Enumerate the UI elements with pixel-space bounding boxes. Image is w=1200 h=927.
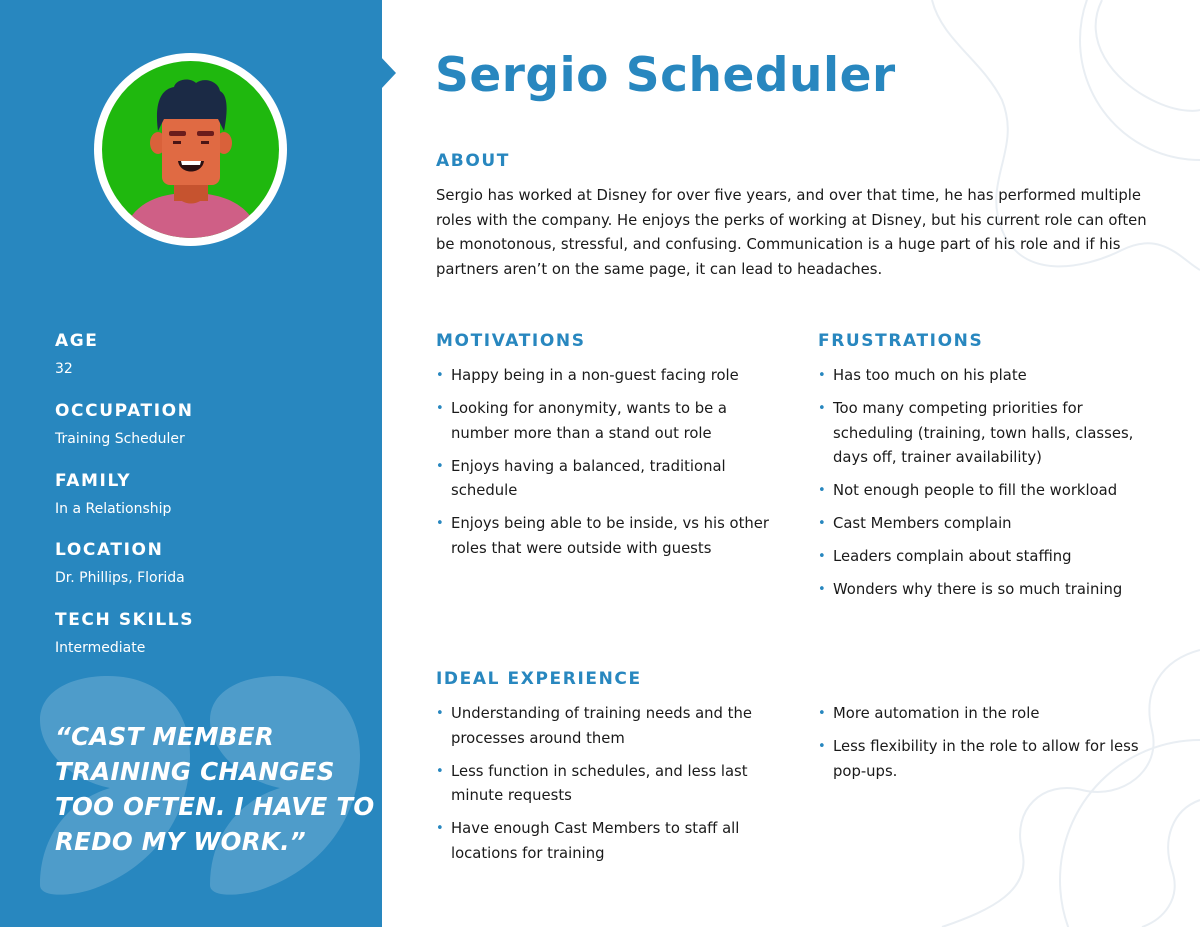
attribute-value: Intermediate — [55, 640, 146, 656]
attribute-value: Training Scheduler — [55, 431, 185, 447]
list-item: • Wonders why there is so much training — [818, 578, 1158, 603]
list-item: • Has too much on his plate — [818, 364, 1158, 389]
avatar — [94, 53, 287, 246]
persona-name: Sergio Scheduler — [435, 48, 896, 103]
attribute-label: LOCATION — [55, 540, 164, 560]
frustrations-heading: FRUSTRATIONS — [818, 331, 984, 351]
list-item: • More automation in the role — [818, 702, 1148, 727]
list-item: • Leaders complain about staffing — [818, 545, 1158, 570]
sidebar — [0, 0, 382, 927]
ideal-experience-list-left — [436, 702, 788, 875]
about-heading: ABOUT — [436, 151, 510, 171]
list-item: • Enjoys having a balanced, traditional schedule — [436, 455, 788, 504]
attribute-family — [55, 471, 171, 517]
motivations-heading: MOTIVATIONS — [436, 331, 586, 351]
attribute-label: AGE — [55, 331, 99, 351]
list-item: • Looking for anonymity, wants to be a number more than a stand out role — [436, 397, 788, 446]
persona-quote: “CAST MEMBER TRAINING CHANGES TOO OFTEN. I HAVE TO REDO MY WORK.” — [55, 722, 375, 856]
about-text: Sergio has worked at Disney for over five years, and over that time, he has performed multiple roles with the company. He enjoys the perks of working at Disney, but his current role can often be monotonous, stressful, and confusing. Communication is a huge part of his role and if his partners aren’t on the same page, it can lead to headaches. — [436, 187, 1147, 278]
attribute-value: 32 — [55, 361, 73, 377]
attribute-occupation — [55, 401, 194, 447]
attribute-age — [55, 331, 99, 377]
frustrations-list — [818, 364, 1158, 611]
list-item: • Not enough people to fill the workload — [818, 479, 1158, 504]
list-item: • Less function in schedules, and less last minute requests — [436, 760, 788, 809]
ideal-experience-list-right — [818, 702, 1148, 793]
attribute-label: TECH SKILLS — [55, 610, 195, 630]
ideal-experience-heading: IDEAL EXPERIENCE — [436, 669, 642, 689]
list-item: • Have enough Cast Members to staff all locations for training — [436, 817, 788, 866]
motivations-list — [436, 364, 788, 570]
list-item: • Understanding of training needs and the processes around them — [436, 702, 788, 751]
attribute-value: Dr. Phillips, Florida — [55, 570, 185, 586]
attribute-value: In a Relationship — [55, 501, 172, 517]
list-item: • Too many competing priorities for scheduling (training, town halls, classes, days off, trainer availability) — [818, 397, 1158, 471]
list-item: • Less flexibility in the role to allow for less pop-ups. — [818, 735, 1148, 784]
list-item: • Enjoys being able to be inside, vs his other roles that were outside with guests — [436, 512, 788, 561]
sidebar-pointer — [380, 56, 396, 90]
attribute-tech-skills — [55, 610, 194, 656]
attribute-label: FAMILY — [55, 471, 132, 491]
person-avatar-icon — [102, 61, 279, 238]
list-item: • Happy being in a non-guest facing role — [436, 364, 788, 389]
list-item: • Cast Members complain — [818, 512, 1158, 537]
attribute-location — [55, 540, 185, 586]
attribute-label: OCCUPATION — [55, 401, 194, 421]
